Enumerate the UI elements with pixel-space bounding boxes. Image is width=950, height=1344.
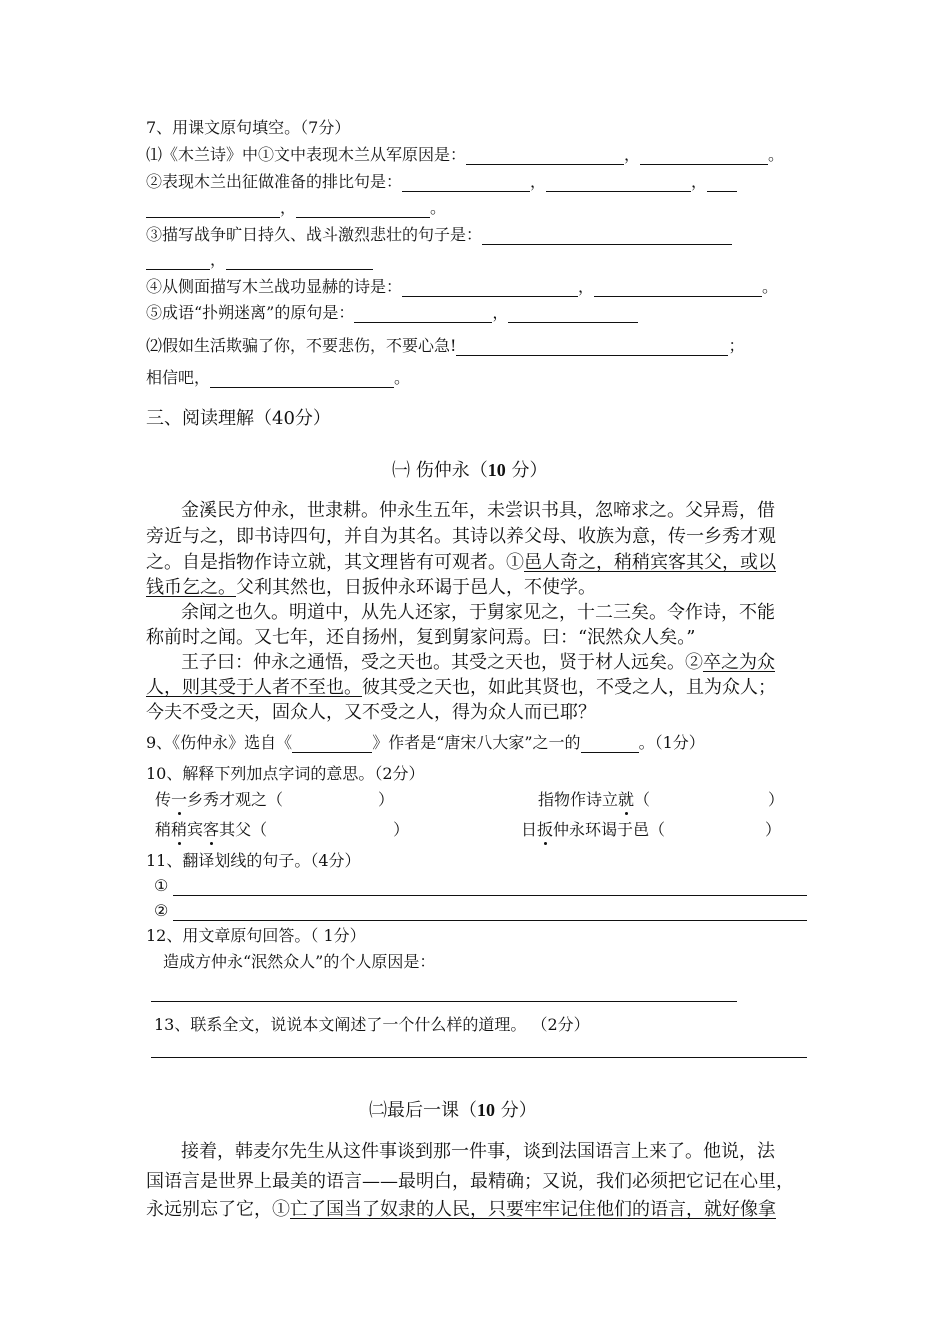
answer-line[interactable] xyxy=(173,895,807,896)
q7-line7 xyxy=(146,368,410,388)
answer-blank[interactable] xyxy=(594,280,762,297)
answer-blank[interactable] xyxy=(402,280,578,297)
q7-line2b xyxy=(146,198,446,218)
q11-heading: 11、翻译划线的句子。（4分） xyxy=(146,851,361,870)
q10-item-4 xyxy=(521,820,781,840)
separator: ， xyxy=(492,303,509,322)
q7-line7-text: 相信吧， xyxy=(146,368,211,387)
q10-text: ） xyxy=(393,820,410,839)
q10-heading: 10、解释下列加点字词的意思。（2分） xyxy=(146,764,425,783)
dotted-char: 客 xyxy=(203,820,220,839)
q7-line6-text: ⑵假如生活欺骗了你，不要悲伤，不要心急! xyxy=(146,336,457,355)
answer-blank[interactable] xyxy=(466,148,624,165)
passage1-line: 称前时之闻。又七年，还自扬州，复到舅家问焉。曰：“泯然众人矣。” xyxy=(146,627,696,648)
q10-text: 稍 xyxy=(155,820,172,839)
answer-blank[interactable] xyxy=(581,736,639,753)
q11-num-2: ② xyxy=(154,901,169,920)
answer-line[interactable] xyxy=(151,1001,737,1002)
q9 xyxy=(146,733,705,753)
answer-blank[interactable] xyxy=(210,371,394,388)
section-3-heading: 三、阅读理解（40分） xyxy=(146,408,331,429)
separator: ， xyxy=(210,250,227,269)
q7-line3-text: ③描写战争旷日持久、战斗激烈悲壮的句子是： xyxy=(146,225,483,244)
q10-text: 仲永环谒于邑（ xyxy=(553,820,666,839)
q10-item-3 xyxy=(155,820,409,840)
answer-blank[interactable] xyxy=(354,306,492,323)
underlined-sentence-2-end: 人，则其受于人者不至也。 xyxy=(146,677,362,698)
answer-blank[interactable] xyxy=(146,201,280,218)
dotted-char: 一 xyxy=(171,790,188,809)
q12-heading: 12、用文章原句回答。（ 1分） xyxy=(146,926,366,945)
q7-line5 xyxy=(146,303,638,323)
passage2-text: 永远别忘了它，① xyxy=(146,1199,290,1220)
q12-subquestion: 造成方仲永“泯然众人”的个人原因是： xyxy=(163,952,436,971)
answer-blank[interactable] xyxy=(546,175,691,192)
passage2-line: 接着，韩麦尔先生从这件事谈到那一件事，谈到法国语言上来了。他说，法 xyxy=(181,1141,775,1162)
passage1-title-prefix: ㈠ 伤仲永（ xyxy=(392,460,488,481)
passage1-line xyxy=(181,651,775,675)
q7-line1-text: ⑴《木兰诗》中①文中表现木兰从军原因是： xyxy=(146,145,467,164)
underlined-sentence-1-end: 钱币乞之。 xyxy=(146,577,236,598)
passage1-line: 金溪民方仲永，世隶耕。仲永生五年，未尝识书具，忽啼求之。父异焉，借 xyxy=(181,500,775,521)
answer-blank[interactable] xyxy=(226,253,373,270)
q10-text: 其父（ xyxy=(219,820,268,839)
passage1-line: 今夫不受之天，固众人，又不受之人，得为众人而已耶？ xyxy=(146,702,596,723)
answer-blank[interactable] xyxy=(482,228,732,245)
answer-line[interactable] xyxy=(151,1057,807,1058)
passage1-title-score: 10 xyxy=(487,460,506,480)
q10-item-2 xyxy=(538,790,784,810)
semicolon: ； xyxy=(728,336,745,355)
passage2-title xyxy=(369,1098,537,1123)
passage2-title-score: 10 xyxy=(477,1100,495,1120)
period: 。 xyxy=(394,368,411,387)
separator: ， xyxy=(691,172,708,191)
dotted-char: 扳 xyxy=(537,820,554,839)
dotted-char: 稍 xyxy=(171,820,188,839)
passage1-text: 王子曰：仲永之通悟，受之天也。其受之天也，贤于材人远矣。② xyxy=(181,652,703,673)
answer-blank[interactable] xyxy=(707,175,737,192)
separator: ， xyxy=(624,145,641,164)
q7-line2-text: ②表现木兰出征做准备的排比句是： xyxy=(146,172,403,191)
dotted-char: 就 xyxy=(618,790,635,809)
q10-text: ） xyxy=(378,790,395,809)
q10-text: ） xyxy=(765,820,782,839)
passage2-title-suffix: 分） xyxy=(495,1100,537,1121)
q7-line4-text: ④从侧面描写木兰战功显赫的诗是： xyxy=(146,277,403,296)
answer-blank[interactable] xyxy=(296,201,430,218)
q7-heading: 7、用课文原句填空。（7分） xyxy=(146,118,351,137)
underlined-sentence-1: 邑人奇之，稍稍宾客其父，或以 xyxy=(524,552,776,573)
q7-line4 xyxy=(146,277,778,297)
q10-text: 指物作诗立 xyxy=(538,790,619,809)
passage1-line xyxy=(146,576,596,600)
q7-line2 xyxy=(146,172,737,192)
answer-blank[interactable] xyxy=(456,339,728,356)
underlined-sentence-2: 卒之为众 xyxy=(703,652,775,673)
q7-line5-text: ⑤成语“扑朔迷离”的原句是： xyxy=(146,303,355,322)
q10-text: ） xyxy=(768,790,785,809)
passage2-title-prefix: ㈡最后一课（ xyxy=(369,1100,477,1121)
passage1-line: 余闻之也久。明道中，从先人还家，于舅家见之，十二三矣。令作诗，不能 xyxy=(181,602,775,623)
answer-blank[interactable] xyxy=(146,253,210,270)
period: 。 xyxy=(768,145,785,164)
underlined-sentence-3: 亡了国当了奴隶的人民，只要牢牢记住他们的语言，就好像拿 xyxy=(290,1199,776,1220)
passage1-text: 之。自是指物作诗立就，其文理皆有可观者。① xyxy=(146,552,524,573)
q9-text: 》作者是“唐宋八大家”之一的 xyxy=(372,733,581,752)
passage2-line xyxy=(146,1198,776,1222)
answer-blank[interactable] xyxy=(292,736,372,753)
passage1-line: 旁近与之，即书诗四句，并自为其名。其诗以养父母、收族为意，传一乡秀才观 xyxy=(146,526,776,547)
q9-text: 。（1分） xyxy=(638,733,705,752)
passage1-title-suffix: 分） xyxy=(505,460,548,481)
q10-text: 乡秀才观之（ xyxy=(187,790,284,809)
answer-line[interactable] xyxy=(173,920,807,921)
answer-blank[interactable] xyxy=(640,148,768,165)
q10-text: 宾 xyxy=(187,820,204,839)
passage2-line: 国语言是世界上最美的语言——最明白，最精确；又说，我们必须把它记在心里， xyxy=(146,1171,794,1192)
q9-text: 9、《伤仲永》选自《 xyxy=(146,733,293,752)
separator: ， xyxy=(530,172,547,191)
passage1-text: 父利其然也，日扳仲永环谒于邑人，不使学。 xyxy=(236,577,596,598)
q7-line3 xyxy=(146,225,732,245)
answer-blank[interactable] xyxy=(508,306,638,323)
q7-line3b xyxy=(146,250,373,270)
period: 。 xyxy=(762,277,779,296)
q10-item-1 xyxy=(155,790,394,810)
q7-line6 xyxy=(146,336,744,356)
separator: ， xyxy=(578,277,595,296)
passage1-text: 彼其受之天也，如此其贤也，不受之人，且为众人； xyxy=(362,677,776,698)
passage1-title xyxy=(392,458,547,483)
q11-num-1: ① xyxy=(154,876,169,895)
period: 。 xyxy=(430,198,447,217)
passage1-line xyxy=(146,551,776,575)
q10-text: 日 xyxy=(521,820,538,839)
passage1-line xyxy=(146,676,776,700)
q13-heading: 13、联系全文，说说本文阐述了一个什么样的道理。 （2分） xyxy=(154,1015,590,1034)
q10-text: 传 xyxy=(155,790,172,809)
answer-blank[interactable] xyxy=(402,175,530,192)
q7-line1 xyxy=(146,145,784,165)
q10-text: （ xyxy=(634,790,651,809)
separator: ， xyxy=(280,198,297,217)
